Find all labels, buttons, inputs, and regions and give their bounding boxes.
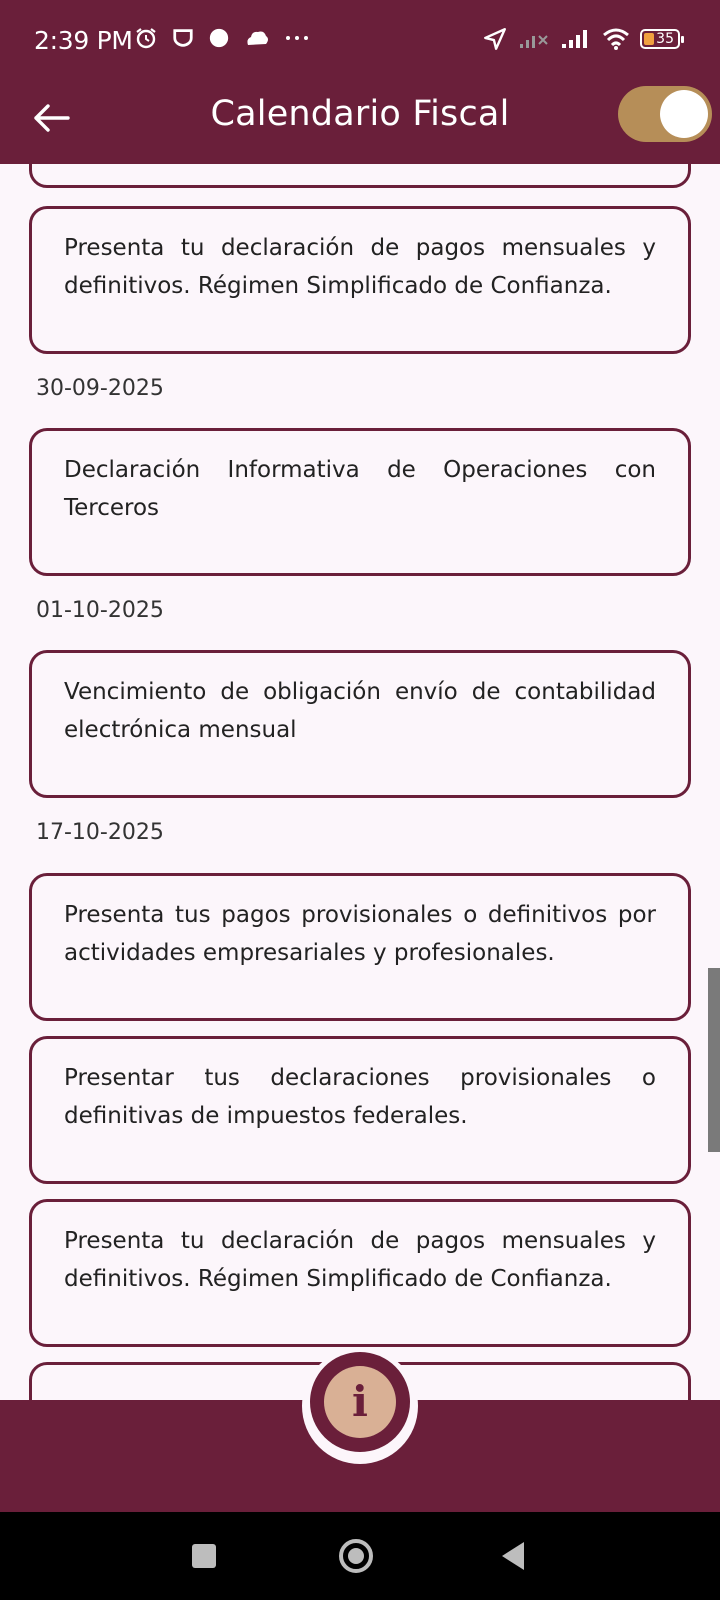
list-item[interactable]: [29, 873, 691, 1021]
triangle-back-icon[interactable]: [494, 1536, 534, 1576]
info-button[interactable]: [310, 1352, 410, 1452]
event-text: Declaración Informativa de Operaciones con Terceros: [64, 457, 656, 521]
list-item[interactable]: [29, 1199, 691, 1347]
list-item[interactable]: [29, 650, 691, 798]
location-icon: [482, 26, 508, 52]
circle-icon[interactable]: [336, 1536, 376, 1576]
event-date: 01-10-2025: [36, 598, 164, 623]
status-bar: [0, 0, 720, 80]
list-item[interactable]: [29, 428, 691, 576]
event-date: 17-10-2025: [36, 820, 164, 845]
battery-icon: 35: [640, 29, 680, 49]
event-date: 30-09-2025: [36, 376, 164, 401]
alarm-icon: [134, 26, 158, 50]
event-text: Presentar tus declaraciones provisionales o definitivas de impuestos federales.: [64, 1065, 656, 1129]
list-item-partial[interactable]: [29, 164, 691, 188]
more-icon: [284, 34, 310, 42]
system-nav-bar: [0, 1512, 720, 1600]
event-text: Presenta tu declaración de pagos mensuales y definitivos. Régimen Simplificado de Confianza.: [64, 235, 656, 299]
signal-off-icon: [518, 28, 550, 50]
scrollbar[interactable]: [708, 968, 720, 1152]
list-item[interactable]: [29, 206, 691, 354]
theme-toggle[interactable]: [618, 86, 712, 142]
toggle-knob[interactable]: [660, 90, 708, 138]
page-title: Calendario Fiscal: [210, 94, 510, 134]
wifi-icon: [602, 27, 630, 51]
app-bar: [0, 80, 720, 164]
square-icon[interactable]: [184, 1536, 224, 1576]
weather-icon: [244, 27, 270, 49]
dot-icon: [208, 27, 230, 49]
event-text: Vencimiento de obligación envío de contabilidad electrónica mensual: [64, 679, 656, 743]
info-icon: i: [324, 1366, 396, 1438]
list-item[interactable]: [29, 1036, 691, 1184]
signal-icon: [560, 28, 592, 50]
calendar-list[interactable]: [0, 164, 720, 1400]
event-text: Presenta tu declaración de pagos mensuales y definitivos. Régimen Simplificado de Confianza.: [64, 1228, 656, 1292]
event-text: Presenta tus pagos provisionales o definitivos por actividades empresariales y profesionales.: [64, 902, 656, 966]
status-time: 2:39 PM: [34, 26, 133, 55]
shield-icon: [172, 27, 194, 49]
